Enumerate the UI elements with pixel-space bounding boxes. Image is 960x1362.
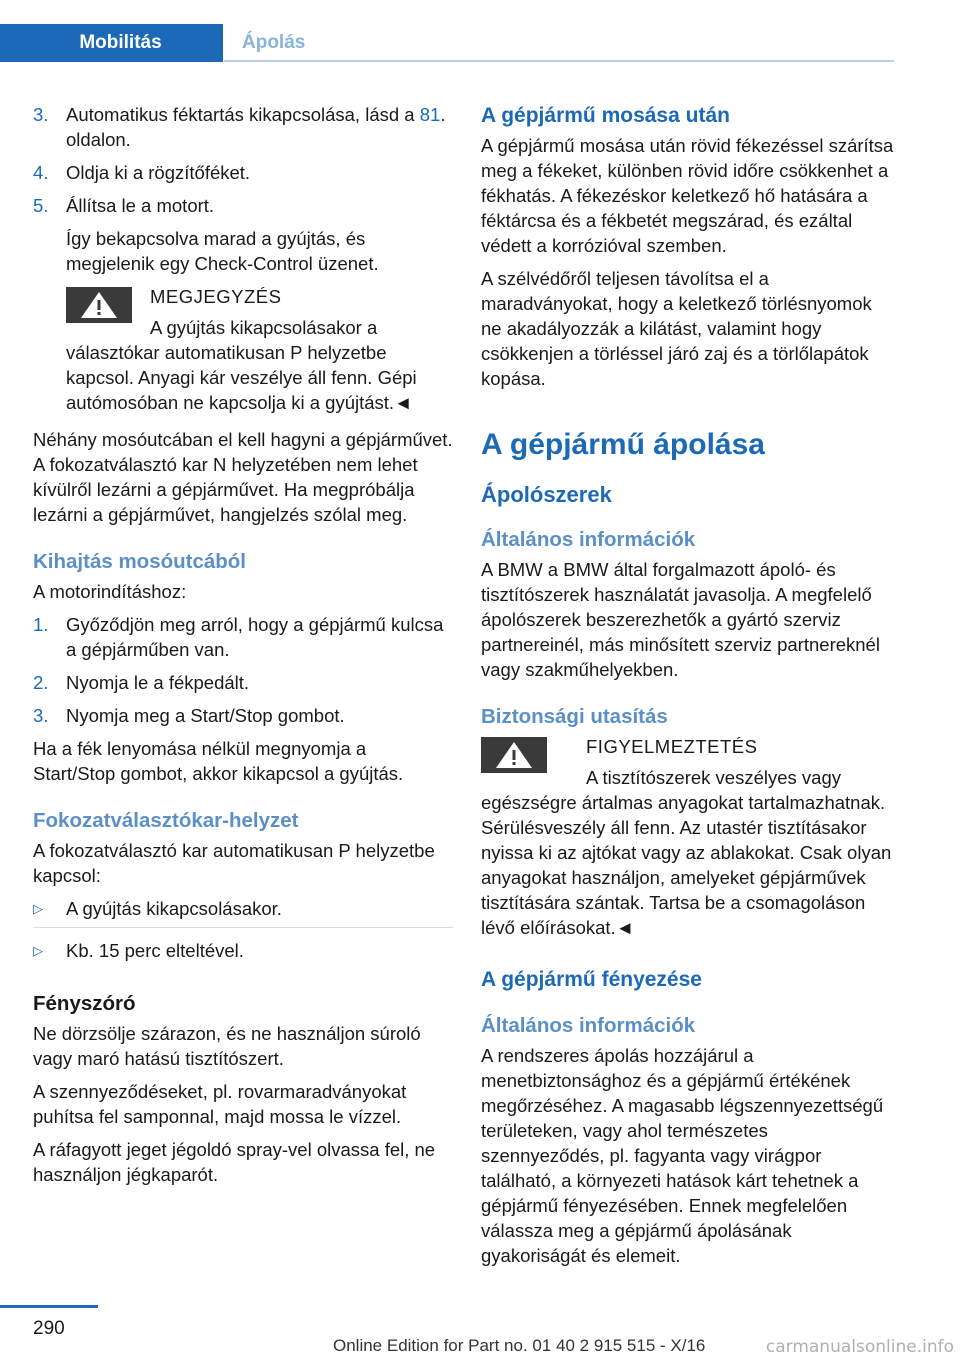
steps-list-b (33, 612, 453, 728)
list-number: 1. (33, 614, 49, 635)
paragraph: A motorindításhoz: (33, 581, 187, 602)
heading-after-wash: A gépjármű mosása után (481, 104, 730, 127)
paragraph: A rendszeres ápolás hozzájárul a menetbiztonsághoz és a gépjármű értékének megőrzéséhez. A magasabb légszennyezettségű területeken, vagy ahol természetes szennyeződés, pl. fagyanta vagy virágpor található, a környezeti hatások kárt tehetnek a gépjármű fényezésében. Ennek megfelelően válassza meg a gépjármű ápolásának gyakoriságát és elemeit. (481, 1045, 884, 1266)
heading-selector: Fokozatválasztókar-helyzet (33, 809, 299, 832)
paragraph: A gépjármű mosása után rövid fékezéssel szárítsa meg a fékeket, különben rövid időre csökkenhet a fékhatás. A fékezéskor keletkező hő hatására a féktárcsa és a fékbetét megszárad, és ezáltal védett a korrózióval szemben. (481, 135, 894, 256)
list-item (33, 102, 453, 152)
list-text: Automatikus féktartás kikapcsolása, lásd a 81. oldalon. (66, 104, 446, 150)
paragraph: Ne dörzsölje szárazon, és ne használjon súroló vagy maró hatású tisztítószert. (33, 1023, 421, 1069)
list-item: ▷ Kb. 15 perc elteltével. (33, 940, 244, 961)
right-column (481, 102, 896, 1276)
list-text: Győződjön meg arról, hogy a gépjármű kulcsa a gépjárműben van. (66, 614, 444, 660)
step-followup-text: Így bekapcsolva marad a gyújtás, és megjelenik egy Check-Control üzenet. (66, 228, 379, 274)
list-number: 5. (33, 195, 49, 216)
heading-paint: A gépjármű fényezése (481, 968, 702, 991)
paragraph: Néhány mosóutcában el kell hagyni a gépjárművet. A fokozatválasztó kar N helyzetében nem lehet kívülről lezárni a gépjárművet. Ha megpróbálja lezárni a gépjárművet, hangjelzés szólal meg. (33, 429, 453, 525)
footer-rule (0, 1305, 98, 1308)
list-text: Nyomja meg a Start/Stop gombot. (66, 705, 345, 726)
warning-icon (66, 284, 150, 332)
warning-text: A tisztítószerek veszélyes vagy egészségre ártalmas anyagokat tartalmazhatnak. Sérülésveszély áll fenn. Az utastér tisztításakor nyissa ki az ajtókat vagy az ablakokat. Csak olyan anyagokat használjon, amelyeket gépjárművek tisztítására szántak. Tartsa be a csomagoláson lévő előírásokat.◄ (481, 767, 892, 938)
paragraph: A BMW a BMW által forgalmazott ápoló- és tisztítószerek használatát javasolja. A megfelelő ápolószerek beszerezhetők a gyártó szerviz partnereinél, más minősített szerviz partnereknél vagy szakműhelyekben. (481, 559, 880, 680)
page-link[interactable]: 81 (419, 104, 441, 125)
paragraph: A ráfagyott jeget jégoldó spray-vel olvassa fel, ne használjon jégkaparót. (33, 1139, 436, 1185)
paragraph: A fokozatválasztó kar automatikusan P helyzetbe kapcsol: (33, 840, 435, 886)
notice-box (33, 284, 453, 415)
list-number: 4. (33, 162, 49, 183)
list-item (33, 160, 453, 185)
heading-general-info-2: Általános információk (481, 1014, 696, 1037)
edition-info: Online Edition for Part no. 01 40 2 915 515 - X/16 (333, 1336, 706, 1355)
list-text: Állítsa le a motort. (66, 195, 215, 216)
list-number: 3. (33, 104, 49, 125)
tab-underline (224, 60, 894, 62)
paragraph: Ha a fék lenyomása nélkül megnyomja a Start/Stop gombot, akkor kikapcsol a gyújtás. (33, 738, 404, 784)
list-item (33, 612, 453, 662)
list-text: Nyomja le a fékpedált. (66, 672, 250, 693)
warning-icon (481, 734, 586, 782)
notice-text: A gyújtás kikapcsolásakor a választókar automatikusan P helyzetbe kapcsol. Anyagi kár veszélye áll fenn. Gépi autómosóban ne kapcsolja ki a gyújtást.◄ (66, 317, 417, 413)
list-item (33, 670, 453, 695)
watermark: carmanualsonline.info (765, 1337, 954, 1357)
tab-apolas[interactable]: Ápolás (242, 32, 306, 53)
notice-title: MEGJEGYZÉS (150, 286, 282, 307)
left-column (33, 102, 453, 1195)
heading-headlight: Fényszóró (33, 992, 136, 1015)
list-item (33, 193, 453, 218)
heading-exit: Kihajtás mosóutcából (33, 550, 247, 573)
list-item (33, 703, 453, 728)
chapter-tabs (0, 24, 894, 62)
warning-title: FIGYELMEZTETÉS (586, 736, 758, 757)
list-text: Oldja ki a rögzítőféket. (66, 162, 251, 183)
warning-box (481, 734, 896, 940)
steps-list-a (33, 102, 453, 218)
paragraph: A szélvédőről teljesen távolítsa el a maradványokat, hogy a keletkező törlésnyomok ne akadályozzák a kilátást, valamint hogy csökkenjen a törléssel járó zaj és a törlőlapátok kopása. (481, 268, 872, 389)
page-number: 290 (33, 1318, 65, 1339)
triangle-bullet-icon: ▷ (33, 901, 43, 916)
paragraph: A szennyeződéseket, pl. rovarmaradványokat puhítsa fel samponnal, majd mossa le vízzel. (33, 1081, 407, 1127)
heading-safety: Biztonsági utasítás (481, 705, 668, 728)
list-number: 3. (33, 705, 49, 726)
heading-care-products: Ápolószerek (481, 482, 612, 507)
list-item: ▷ A gyújtás kikapcsolásakor. (33, 896, 453, 928)
tab-mobilitas[interactable]: Mobilitás (0, 24, 223, 62)
triangle-bullet-icon: ▷ (33, 943, 43, 958)
heading-care-main: A gépjármű ápolása (481, 428, 765, 461)
heading-general-info: Általános információk (481, 528, 696, 551)
bullet-list (33, 896, 453, 969)
list-number: 2. (33, 672, 49, 693)
